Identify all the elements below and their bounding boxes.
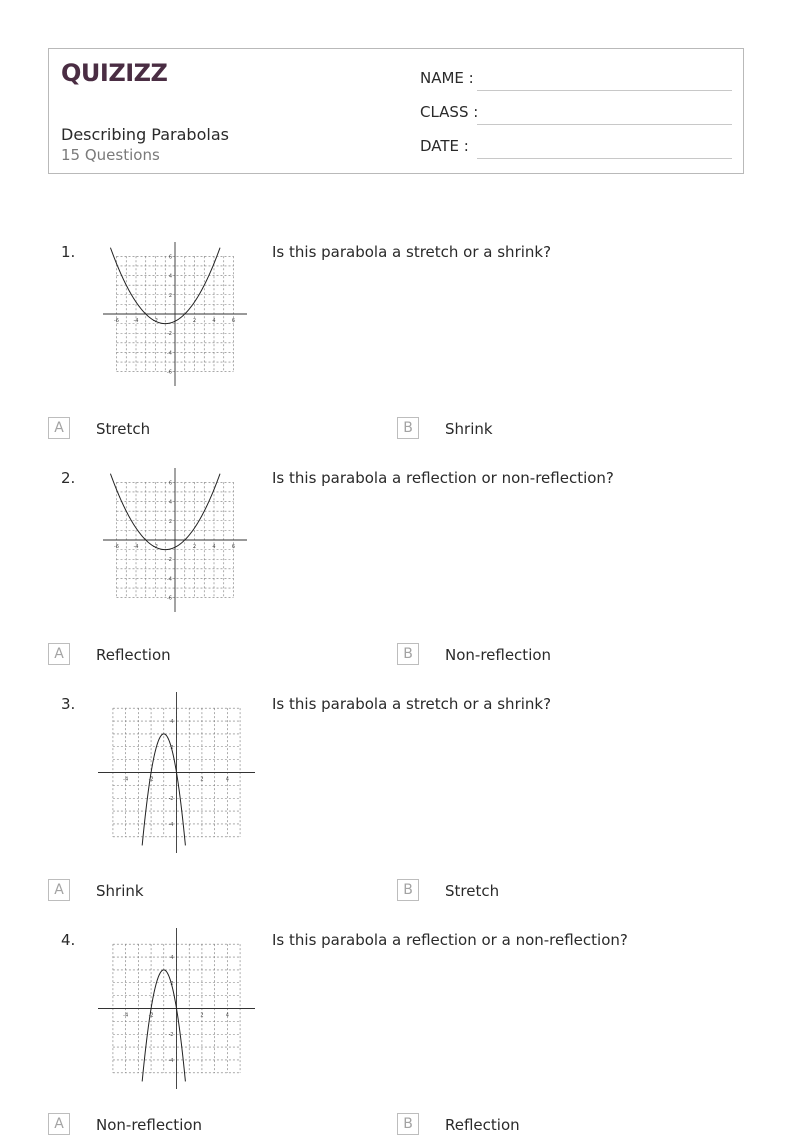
svg-text:4: 4 <box>170 955 174 962</box>
option-b-label[interactable]: Stretch <box>445 882 500 900</box>
svg-text:6: 6 <box>168 480 172 487</box>
option-b-label[interactable]: Non-reflection <box>445 646 552 664</box>
svg-text:-2: -2 <box>167 557 172 564</box>
svg-text:-2: -2 <box>167 331 172 338</box>
svg-text:6: 6 <box>231 544 236 550</box>
worksheet-title: Describing Parabolas <box>61 125 229 144</box>
svg-text:-4: -4 <box>123 1012 129 1019</box>
svg-text:-6: -6 <box>167 595 172 602</box>
svg-text:-2: -2 <box>153 544 158 550</box>
svg-text:4: 4 <box>225 1012 229 1019</box>
svg-text:2: 2 <box>200 1012 204 1019</box>
svg-text:2: 2 <box>170 744 174 751</box>
option-b-label[interactable]: Reflection <box>445 1116 520 1134</box>
svg-text:2: 2 <box>168 292 172 299</box>
svg-text:4: 4 <box>170 719 174 726</box>
option-b-box[interactable]: B <box>397 643 419 665</box>
svg-text:-4: -4 <box>168 1057 174 1064</box>
option-b-box[interactable]: B <box>397 417 419 439</box>
svg-text:4: 4 <box>225 776 229 783</box>
svg-text:2: 2 <box>168 518 172 525</box>
svg-text:-4: -4 <box>133 544 139 550</box>
class-field[interactable] <box>420 103 732 125</box>
svg-text:2: 2 <box>192 318 197 324</box>
date-field[interactable] <box>420 137 732 159</box>
parabola-graph-1 <box>100 240 250 388</box>
svg-text:4: 4 <box>212 544 216 550</box>
parabola-graph-3 <box>95 690 258 855</box>
svg-text:2: 2 <box>170 980 174 987</box>
question-number: 1. <box>61 243 76 261</box>
svg-text:-6: -6 <box>114 544 119 550</box>
svg-text:2: 2 <box>192 544 197 550</box>
option-a-box[interactable]: A <box>48 879 70 901</box>
svg-text:-4: -4 <box>133 318 139 324</box>
question-text: Is this parabola a reflection or non-reflection? <box>272 469 614 487</box>
option-a-label[interactable]: Non-reflection <box>96 1116 203 1134</box>
svg-text:-4: -4 <box>167 350 172 357</box>
svg-text:-6: -6 <box>167 369 172 376</box>
question-number: 4. <box>61 931 76 949</box>
name-line <box>477 90 732 91</box>
date-label: DATE : <box>420 137 469 155</box>
parabola-graph-4 <box>95 926 258 1091</box>
svg-text:-4: -4 <box>123 776 129 783</box>
option-b-label[interactable]: Shrink <box>445 420 493 438</box>
class-label: CLASS : <box>420 103 479 121</box>
svg-text:-2: -2 <box>168 796 174 803</box>
svg-text:-2: -2 <box>148 1012 154 1019</box>
option-b-box[interactable]: B <box>397 879 419 901</box>
class-line <box>477 124 732 125</box>
option-b-box[interactable]: B <box>397 1113 419 1135</box>
svg-text:-4: -4 <box>168 821 174 828</box>
svg-text:-2: -2 <box>153 318 158 324</box>
worksheet-header <box>48 48 744 174</box>
svg-text:4: 4 <box>168 499 172 506</box>
svg-text:6: 6 <box>231 318 236 324</box>
option-a-box[interactable]: A <box>48 643 70 665</box>
question-count: 15 Questions <box>61 146 160 164</box>
svg-text:-4: -4 <box>167 576 172 583</box>
quizizz-logo: QUIZIZZ <box>61 59 168 87</box>
question-number: 3. <box>61 695 76 713</box>
option-a-box[interactable]: A <box>48 417 70 439</box>
svg-text:-2: -2 <box>148 776 154 783</box>
option-a-label[interactable]: Stretch <box>96 420 151 438</box>
svg-text:-2: -2 <box>168 1032 174 1039</box>
question-number: 2. <box>61 469 76 487</box>
svg-text:6: 6 <box>168 254 172 261</box>
option-a-box[interactable]: A <box>48 1113 70 1135</box>
question-text: Is this parabola a reflection or a non-reflection? <box>272 931 628 949</box>
question-text: Is this parabola a stretch or a shrink? <box>272 243 552 261</box>
svg-text:4: 4 <box>168 273 172 280</box>
name-field[interactable] <box>420 69 732 91</box>
svg-text:-6: -6 <box>114 318 119 324</box>
parabola-graph-2 <box>100 466 250 614</box>
option-a-label[interactable]: Shrink <box>96 882 144 900</box>
question-text: Is this parabola a stretch or a shrink? <box>272 695 552 713</box>
svg-text:2: 2 <box>200 776 204 783</box>
name-label: NAME : <box>420 69 474 87</box>
option-a-label[interactable]: Reflection <box>96 646 171 664</box>
date-line <box>477 158 732 159</box>
svg-text:4: 4 <box>212 318 216 324</box>
